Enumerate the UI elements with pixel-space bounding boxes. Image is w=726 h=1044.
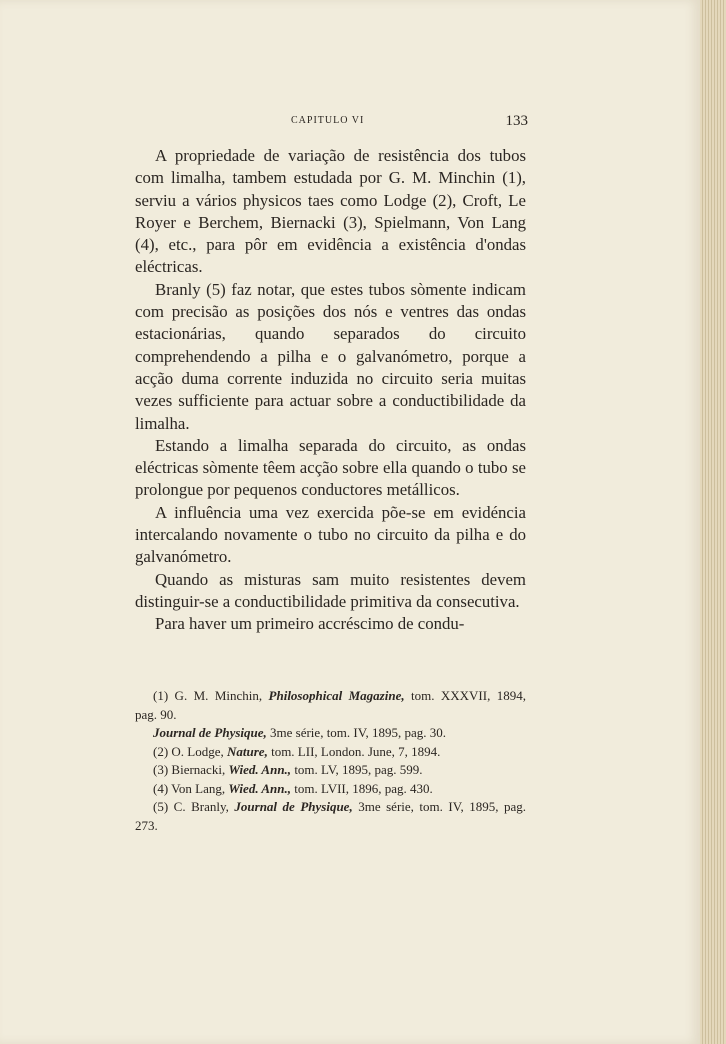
chapter-title: CAPITULO VI [291,115,365,126]
footnote-text: (1) G. M. Minchin, [153,688,269,703]
footnote [135,761,526,780]
footnote-text: (3) Biernacki, [153,762,229,777]
paragraph: Estando a limalha separada do circuito, as ondas eléctricas sòmente têem acção sobre ella quando o tubo se prolongue por pequenos conductores metállicos. [135,435,526,500]
footnote-text: (4) Von Lang, [153,780,229,796]
footnote [135,743,526,762]
footnote [135,724,526,743]
paragraph: A influência uma vez exercida põe-se em evidéncia intercalando novamente o tubo no circuito da pilha e do galvanómetro. [135,502,526,567]
page-edge [700,0,726,1044]
footnote-text: tom. XXXVII, 1894, pag. 90. [135,688,526,722]
page-number: 133 [505,113,528,129]
footnote-source: Journal de Physique, [153,725,267,740]
footnote-source: Wied. Ann., [228,780,291,796]
footnote-text: 3me série, tom. IV, 1895, pag. 30. [266,725,446,740]
body-text [135,145,526,636]
footnote [135,687,526,724]
footnote [135,798,526,835]
running-head [135,113,528,133]
paragraph: Quando as misturas sam muito resistentes devem distinguir-se a conductibilidade primitiva da consecutiva. [135,569,526,611]
footnote-source: Philosophical Magazine, [268,688,405,703]
footnote-source: Wied. Ann., [228,762,292,777]
footnote-text: (5) C. Branly, [153,799,235,814]
footnote-text: tom. LII, London. June, 7, 1894. [267,743,441,759]
paragraph: Para haver um primeiro accréscimo de condu- [155,614,465,634]
footnote-text: tom. LVII, 1896, pag. 430. [290,780,433,796]
footnote-text: tom. LV, 1895, pag. 599. [291,762,423,777]
footnotes [135,687,526,835]
paragraph: Branly (5) faz notar, que estes tubos sòmente indicam com precisão as posições dos nós e ventres das ondas estacionárias, quando separados do circuito comprehendendo a pilha e o galvanómetro, porque a acção duma corrente induzida no circuito seria muitas vezes sufficiente para actuar sobre a conductibilidade da limalha. [135,279,526,433]
footnote-source: Nature, [227,743,268,759]
footnote [135,780,526,799]
footnote-text: (2) O. Lodge, [153,743,228,759]
footnote-source: Journal de Physique, [234,799,353,814]
paragraph: A propriedade de variação de resistência dos tubos com limalha, tambem estudada por G. M. Minchin (1), serviu a vários physicos taes como Lodge (2), Croft, Le Royer e Berchem, Biernacki (3), Spielmann, Von Lang (4), etc., para pôr em evidência a existência d'ondas eléctricas. [135,146,526,277]
footnote-text: 3me série, tom. IV, 1895, pag. 273. [135,799,526,833]
